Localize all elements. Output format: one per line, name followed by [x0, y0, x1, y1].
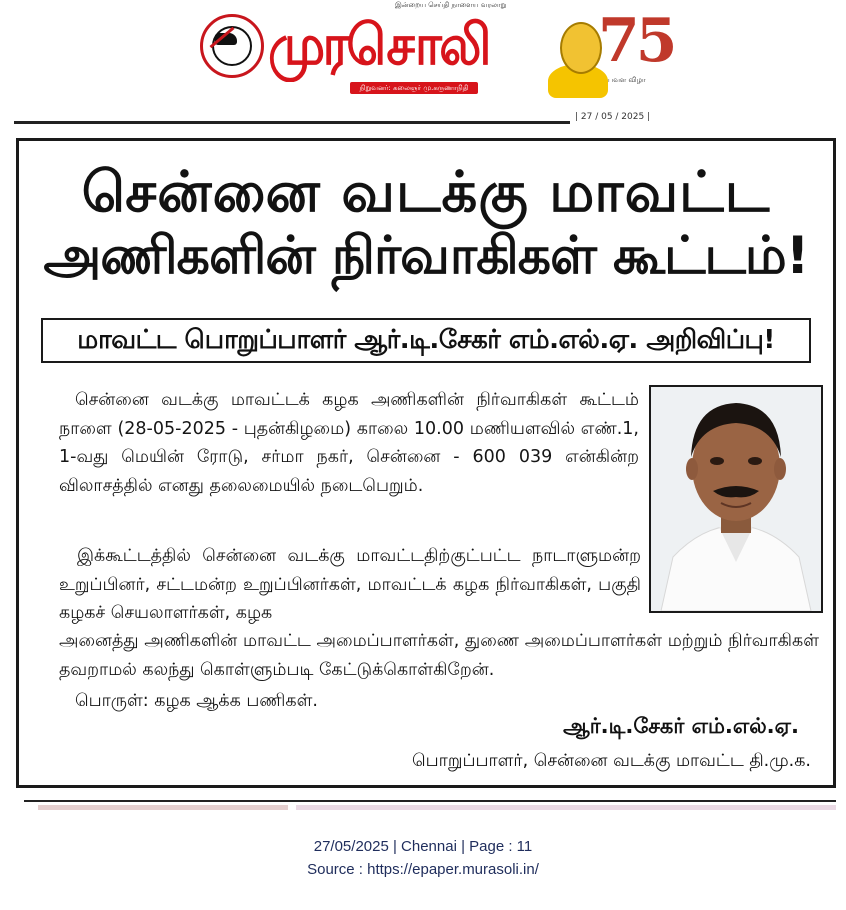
notice-paragraph-2b: அனைத்து அணிகளின் மாவட்ட அமைப்பாளர்கள், துணை அமைப்பாளர்கள் மற்றும் நிர்வாகிகள் தவறாமல் கலந்து கொள்ளும்படி கேட்டுக்கொள்கிறேன்.	[59, 631, 819, 680]
headline-line-1: சென்னை வடக்கு மாவட்ட	[81, 160, 771, 225]
headline-line-2: அணிகளின் நிர்வாகிகள் கூட்டம்!	[43, 226, 809, 286]
masthead-rule	[14, 121, 570, 124]
notice-box	[16, 138, 836, 788]
founder-line: நிறுவனர்: கலைஞர் மு.கருணாநிதி	[350, 82, 478, 94]
next-article-strip	[24, 800, 836, 810]
signer-name: ஆர்.டி.சேகர் எம்.எல்.ஏ.	[563, 714, 799, 738]
notice-subject: பொருள்: கழக ஆக்க பணிகள்.	[75, 691, 318, 711]
masthead-date-strip: | 27 / 05 / 2025 |	[575, 112, 651, 122]
party-seal-icon	[200, 14, 264, 78]
newspaper-logo: முரசொலி	[268, 13, 489, 78]
notice-paragraph-1: சென்னை வடக்கு மாவட்டக் கழக அணிகளின் நிர்வாகிகள் கூட்டம் நாளை (28-05-2025 - புதன்கிழமை) காலை 10.00 மணியளவில் எண்.1, 1-வது மெயின் ரோடு, சர்மா நகர், சென்னை - 600 039 என்கின்ற விலாசத்தில் எனது தலைமையில் நடைபெறும்.	[59, 390, 639, 496]
masthead	[0, 0, 846, 122]
masthead-tagline: இன்றைய செய்தி நாளைய வரலாறு	[395, 1, 507, 9]
signer-photo	[649, 385, 823, 613]
signer-role: பொறுப்பாளர், சென்னை வடக்கு மாவட்ட தி.மு.க.	[412, 751, 811, 771]
notice-paragraph-2a: இக்கூட்டத்தில் சென்னை வடக்கு மாவட்டதிற்குட்பட்ட நாடாளுமன்ற உறுப்பினர், சட்டமன்ற உறுப்பினர்கள், மாவட்டக் கழக நிர்வாகிகள், பகுதி கழகச் செயலாளர்கள், கழக	[59, 546, 641, 623]
portrait-emblem-icon	[560, 22, 602, 74]
footer-dateline: 27/05/2025 | Chennai | Page : 11	[313, 838, 533, 855]
anniversary-number: 75	[598, 6, 674, 76]
anniversary-emblem	[548, 6, 674, 98]
footer-source-link[interactable]: Source : https://epaper.murasoli.in/	[307, 861, 539, 878]
person-portrait-icon	[651, 387, 821, 611]
anniversary-caption: பவள விழா	[608, 76, 646, 84]
subheadline: மாவட்ட பொறுப்பாளர் ஆர்.டி.சேகர் எம்.எல்.ஏ. அறிவிப்பு!	[41, 318, 811, 363]
